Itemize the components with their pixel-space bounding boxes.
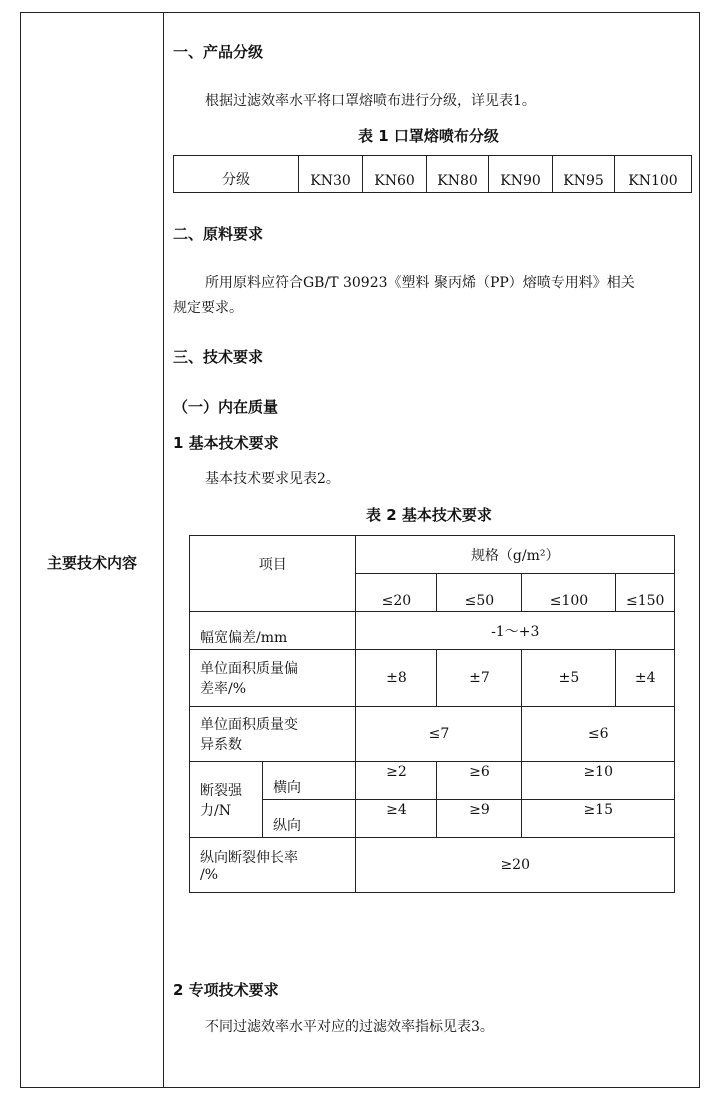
left-column-label: 主要技术内容 bbox=[46, 554, 137, 572]
section-1-heading: 一、产品分级 bbox=[173, 43, 264, 61]
label-line: 纵向断裂伸长率 bbox=[200, 850, 298, 866]
table-1-grade: KN100 bbox=[615, 156, 692, 193]
elongation-value: ≥20 bbox=[356, 838, 675, 893]
label-line: 单位面积质量偏 bbox=[200, 661, 298, 677]
label-line: 单位面积质量变 bbox=[200, 717, 298, 733]
cross-direction-value: ≥6 bbox=[437, 762, 522, 800]
mass-deviation-label bbox=[190, 650, 356, 707]
table-row bbox=[190, 800, 675, 838]
mass-deviation-value: ±8 bbox=[356, 650, 437, 707]
section-2-para-line-2: 规定要求。 bbox=[173, 300, 243, 316]
spec-cell: ≤20 bbox=[356, 574, 437, 612]
label-line: 异系数 bbox=[200, 737, 242, 753]
mass-deviation-value: ±7 bbox=[437, 650, 522, 707]
label-line: /% bbox=[200, 867, 219, 883]
table-2 bbox=[189, 535, 675, 893]
cross-direction-label: 横向 bbox=[263, 762, 356, 800]
mass-deviation-value: ±5 bbox=[522, 650, 616, 707]
subsection-1-para: 基本技术要求见表2。 bbox=[205, 471, 340, 487]
subsection-2-para: 不同过滤效率水平对应的过滤效率指标见表3。 bbox=[205, 1019, 494, 1035]
subsection-2-heading: 2 专项技术要求 bbox=[173, 981, 279, 999]
breaking-strength-label bbox=[190, 762, 263, 838]
cross-direction-value: ≥2 bbox=[356, 762, 437, 800]
table-1-grade: KN60 bbox=[363, 156, 427, 193]
table-row bbox=[190, 838, 675, 893]
item-header: 项目 bbox=[190, 536, 356, 612]
table-1 bbox=[173, 155, 692, 193]
table-2-caption: 表 2 基本技术要求 bbox=[366, 506, 492, 524]
table-1-grade: KN30 bbox=[299, 156, 363, 193]
subsection-1-heading: 1 基本技术要求 bbox=[173, 434, 279, 452]
table-row bbox=[190, 707, 675, 762]
table-row bbox=[190, 612, 675, 650]
section-2-para-line-1: 所用原料应符合GB/T 30923《塑料 聚丙烯（PP）熔喷专用料》相关 bbox=[205, 275, 635, 291]
table-1-label: 分级 bbox=[174, 156, 299, 193]
table-row bbox=[190, 650, 675, 707]
long-direction-value: ≥4 bbox=[356, 800, 437, 838]
label-line: 差率/% bbox=[200, 681, 247, 697]
section-2-heading: 二、原料要求 bbox=[173, 225, 264, 243]
table-1-grade: KN90 bbox=[489, 156, 553, 193]
elongation-label bbox=[190, 838, 356, 893]
table-1-row bbox=[174, 156, 692, 193]
long-direction-value: ≥15 bbox=[522, 800, 675, 838]
spec-cell: ≤50 bbox=[437, 574, 522, 612]
subsection-heading: （一）内在质量 bbox=[173, 398, 279, 416]
table-row bbox=[190, 762, 675, 800]
section-3-heading: 三、技术要求 bbox=[173, 348, 264, 366]
section-1-para: 根据过滤效率水平将口罩熔喷布进行分级，详见表1。 bbox=[205, 93, 536, 109]
mass-cv-value: ≤6 bbox=[522, 707, 675, 762]
spec-header: 规格（g/m²） bbox=[356, 536, 675, 574]
left-column bbox=[20, 12, 164, 1088]
mass-cv-label bbox=[190, 707, 356, 762]
mass-deviation-value: ±4 bbox=[616, 650, 675, 707]
table-1-caption: 表 1 口罩熔喷布分级 bbox=[358, 127, 499, 145]
table-row bbox=[190, 536, 675, 574]
spec-cell: ≤100 bbox=[522, 574, 616, 612]
long-direction-value: ≥9 bbox=[437, 800, 522, 838]
width-deviation-value: -1～+3 bbox=[356, 612, 675, 650]
table-1-grade: KN95 bbox=[553, 156, 615, 193]
cross-direction-value: ≥10 bbox=[522, 762, 675, 800]
mass-cv-value: ≤7 bbox=[356, 707, 522, 762]
table-1-grade: KN80 bbox=[427, 156, 489, 193]
label-line: 力/N bbox=[200, 802, 231, 819]
width-deviation-label: 幅宽偏差/mm bbox=[190, 612, 356, 650]
long-direction-label: 纵向 bbox=[263, 800, 356, 838]
label-line: 断裂强 bbox=[200, 782, 242, 799]
spec-cell: ≤150 bbox=[616, 574, 675, 612]
